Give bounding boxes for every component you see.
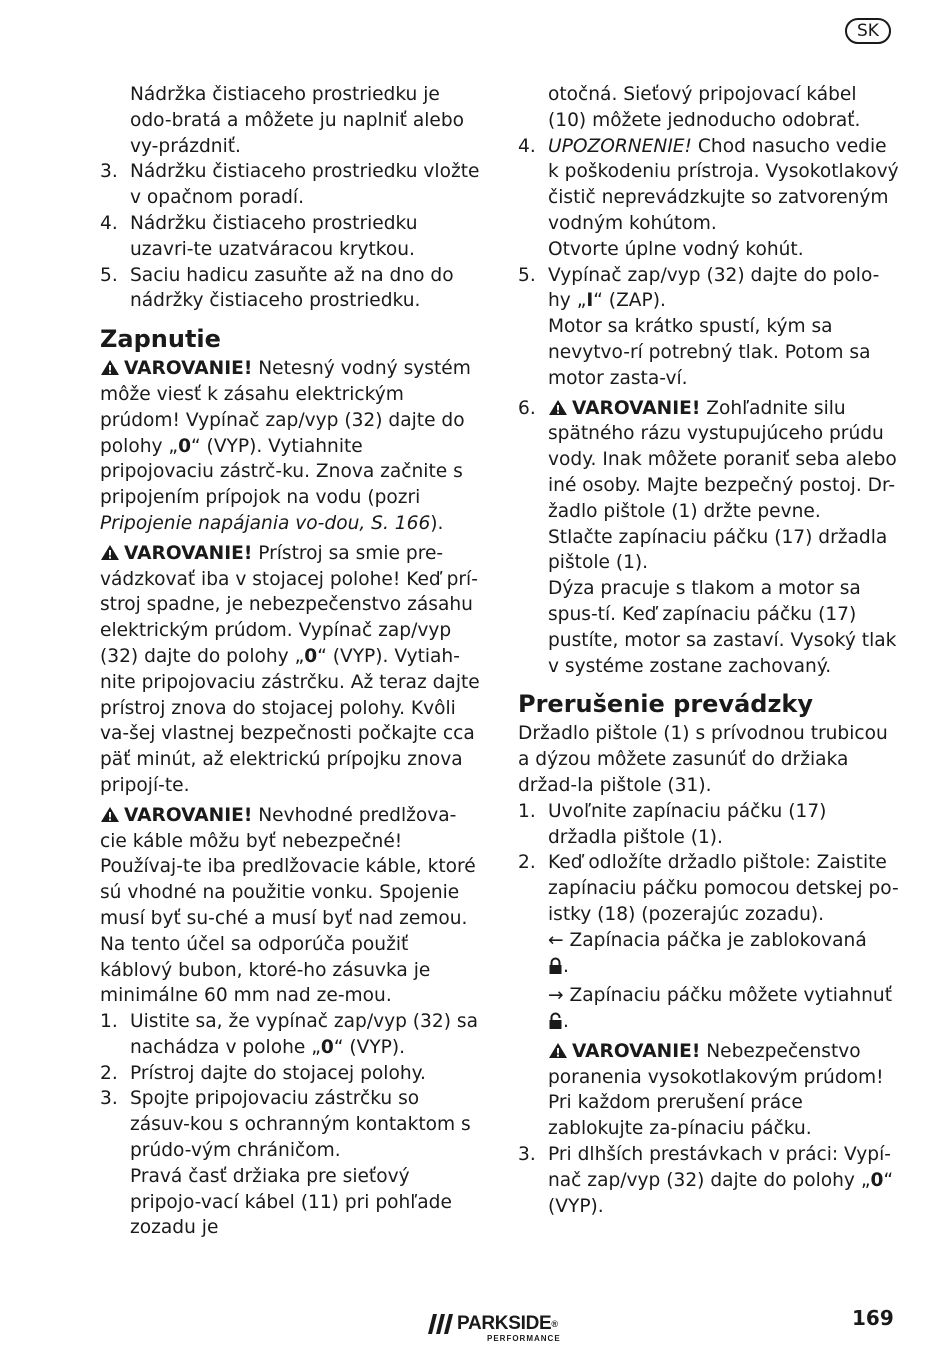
- arrow-right-icon: →: [548, 985, 564, 1007]
- warning-text: “ (VYP). Vytiahnite pripojovaciu zástrč-ku. Znova začnite s pripojením prípojok na vodu (pozri: [100, 435, 463, 509]
- position-off-symbol: 0: [870, 1169, 884, 1191]
- section-intro: Držadlo pištole (1) s prívodnou trubicou a dýzou môžete zasunúť do držiaka držad-la pištole (31).: [518, 723, 888, 796]
- cross-reference: Pripojenie napájania vo-dou, S. 166: [100, 512, 431, 534]
- step-number: 4.: [518, 135, 536, 157]
- step-6: [518, 396, 900, 525]
- step-3: [100, 1086, 482, 1163]
- step-text: Zohľadnite silu spätného rázu vystupujúceho prúdu vody. Inak môžete poraniť seba alebo iné osoby. Majte bezpečný postoj. Dr-žadlo pištole (1) držte pevne.: [548, 397, 897, 522]
- step-4: [100, 211, 482, 263]
- step-text: Nádržku čistiaceho prostriedku vložte v opačnom poradí.: [130, 161, 480, 209]
- logo-wordmark: [457, 1312, 558, 1336]
- position-on-symbol: I: [586, 290, 594, 312]
- step-2: [518, 850, 900, 927]
- step-4: [518, 134, 900, 237]
- warning-text: Nebezpečenstvo poranenia vysokotlakovým prúdom! Pri každom prerušení práce zablokujte za-pínaciu páčku.: [548, 1040, 884, 1140]
- right-column: [518, 82, 900, 1219]
- step-continuation: otočná. Sieťový pripojovací kábel (10) môžete jednoducho odobrať.: [548, 84, 861, 131]
- step-text: Nádržku čistiaceho prostriedku uzavri-te uzatváracou krytkou.: [130, 212, 418, 260]
- warning-paragraph: [100, 541, 482, 799]
- result-unlocked: [518, 983, 900, 1035]
- step-text: “ (ZAP).: [593, 290, 666, 312]
- registered-mark: ®: [551, 1319, 558, 1329]
- step-number: 3.: [518, 1144, 536, 1166]
- warning-icon: [100, 544, 120, 561]
- step-text: Saciu hadicu zasuňte až na dno do nádržky čistiaceho prostriedku.: [130, 264, 454, 312]
- step-2: [100, 1061, 482, 1087]
- result-text: Zapínacia páčka je zablokovaná: [563, 929, 867, 951]
- logo-subline: PERFORMANCE: [487, 1334, 561, 1343]
- step-text: Spojte pripojovaciu zástrčku so zásuv-kou s ochranným kontaktom s prúdo-vým chráničom.: [130, 1088, 471, 1162]
- warning-label: VAROVANIE!: [124, 542, 253, 564]
- step-number: 1.: [100, 1011, 118, 1033]
- arrow-left-icon: ←: [548, 929, 564, 951]
- padlock-locked-icon: [548, 957, 563, 974]
- step-number: 2.: [100, 1062, 118, 1084]
- step-text: Chod nasucho vedie k poškodeniu prístroja. Vysokotlakový čistič neprevádzkujte so zatvoreným vodným kohútom.: [548, 135, 899, 234]
- position-off-symbol: 0: [320, 1036, 334, 1058]
- result-locked: [518, 928, 900, 980]
- step-1: [518, 799, 900, 851]
- step-1: [100, 1009, 482, 1061]
- warning-label: VAROVANIE!: [572, 397, 701, 419]
- warning-label: VAROVANIE!: [124, 358, 253, 380]
- result-text: Zapínaciu páčku môžete vytiahnuť: [563, 985, 893, 1007]
- step-number: 5.: [518, 264, 536, 286]
- step-subtext: Stlačte zapínaciu páčku (17) držadla pištole (1).: [548, 526, 888, 574]
- warning-paragraph: [100, 803, 482, 1009]
- step-text: Keď odložíte držadlo pištole: Zaistite zapínaciu páčku pomocou detskej po-istky (18) (pozerajúc zozadu).: [548, 852, 899, 925]
- step-subtext: Otvorte úplne vodný kohút.: [548, 238, 804, 260]
- step-number: 5.: [100, 264, 118, 286]
- result-period: .: [563, 1011, 569, 1033]
- position-off-symbol: 0: [304, 645, 318, 667]
- step-number: 1.: [518, 800, 536, 822]
- step-text: “ (VYP).: [548, 1169, 894, 1217]
- section-heading-zapnutie: Zapnutie: [100, 325, 221, 354]
- step-3: [100, 159, 482, 211]
- step-text: Prístroj dajte do stojacej polohy.: [130, 1062, 426, 1084]
- warning-text: Prístroj sa smie pre-vádzkovať iba v stojacej polohe! Keď prí-stroj spadne, je nebezpečenstvo zásahu elektrickým prúdom. Vypínač zap/vyp (32) dajte do polohy „: [100, 542, 478, 667]
- page-number: 169: [852, 1306, 894, 1330]
- step-continuation: Pravá časť držiaka pre sieťový pripojo-vací kábel (11) pri pohľade zozadu je: [130, 1165, 452, 1239]
- step-subtext: Dýza pracuje s tlakom a motor sa spus-tí. Keď zapínaciu páčku (17) pustíte, motor sa zastaví. Vysoký tlak v systéme zostane zachovaný.: [548, 578, 897, 677]
- notice-label: UPOZORNENIE!: [548, 135, 693, 157]
- left-column: [100, 82, 482, 1241]
- step-number: 3.: [100, 1088, 118, 1110]
- warning-label: VAROVANIE!: [572, 1040, 701, 1062]
- step-5: [518, 263, 900, 315]
- warning-text: Nevhodné predlžova-cie káble môžu byť nebezpečné! Používaj-te iba predlžovacie káble, ktoré sú vhodné na použitie vonku. Spojenie musí byť su-ché a musí byť nad zemou. Na tento účel sa odporúča použiť káblový bubon, ktoré-ho zásuvka je minimálne 60 mm nad ze-mou.: [100, 804, 476, 1007]
- warning-paragraph: [518, 1039, 900, 1142]
- warning-icon: [548, 1042, 568, 1059]
- step-text: Uistite sa, že vypínač zap/vyp (32) sa nachádza v polohe „: [130, 1011, 478, 1058]
- warning-paragraph: [100, 356, 482, 537]
- step-5: [100, 263, 482, 315]
- section-heading-prerusenie: Prerušenie prevádzky: [518, 690, 814, 719]
- warning-text: Netesný vodný systém môže viesť k zásahu elektrickým prúdom! Vypínač zap/vyp (32) dajte do polohy „: [100, 358, 471, 457]
- result-period: .: [563, 955, 569, 977]
- step-text: Vypínač zap/vyp (32) dajte do polo-hy „: [548, 264, 880, 312]
- logo-brand: PARKSIDE: [457, 1313, 552, 1334]
- step-text: Pri dlhších prestávkach v práci: Vypí-nač zap/vyp (32) dajte do polohy „: [548, 1144, 891, 1191]
- position-off-symbol: 0: [178, 435, 192, 457]
- warning-label: VAROVANIE!: [124, 804, 253, 826]
- warning-text: “ (VYP). Vytiah-nite pripojovaciu zástrčku. Až teraz dajte prístroj znova do stojacej polohy. Kvôli va-šej vlastnej bezpečnosti počkajte cca päť minút, až elektrickú prípojku znova pripojí-te.: [100, 645, 480, 796]
- logo-stripes-icon: [428, 1314, 454, 1334]
- step-number: 6.: [518, 397, 536, 419]
- intro-paragraph: Nádržka čistiaceho prostriedku je odo-bratá a môžete ju naplniť alebo vy-prázdniť.: [130, 84, 465, 157]
- step-text: “ (VYP).: [333, 1036, 406, 1058]
- parkside-logo: [428, 1312, 588, 1348]
- step-text: Uvoľnite zapínaciu páčku (17) držadla pištole (1).: [548, 800, 827, 848]
- warning-text: ).: [430, 512, 444, 534]
- warning-icon: [100, 359, 120, 376]
- step-number: 2.: [518, 852, 536, 874]
- padlock-unlocked-icon: [548, 1012, 563, 1029]
- step-number: 3.: [100, 161, 118, 183]
- language-badge: SK: [845, 18, 891, 44]
- warning-icon: [548, 399, 568, 416]
- step-number: 4.: [100, 212, 118, 234]
- step-subtext: Motor sa krátko spustí, kým sa nevytvo-rí potrebný tlak. Potom sa motor zasta-ví.: [548, 316, 871, 389]
- step-3: [518, 1142, 900, 1219]
- warning-icon: [100, 806, 120, 823]
